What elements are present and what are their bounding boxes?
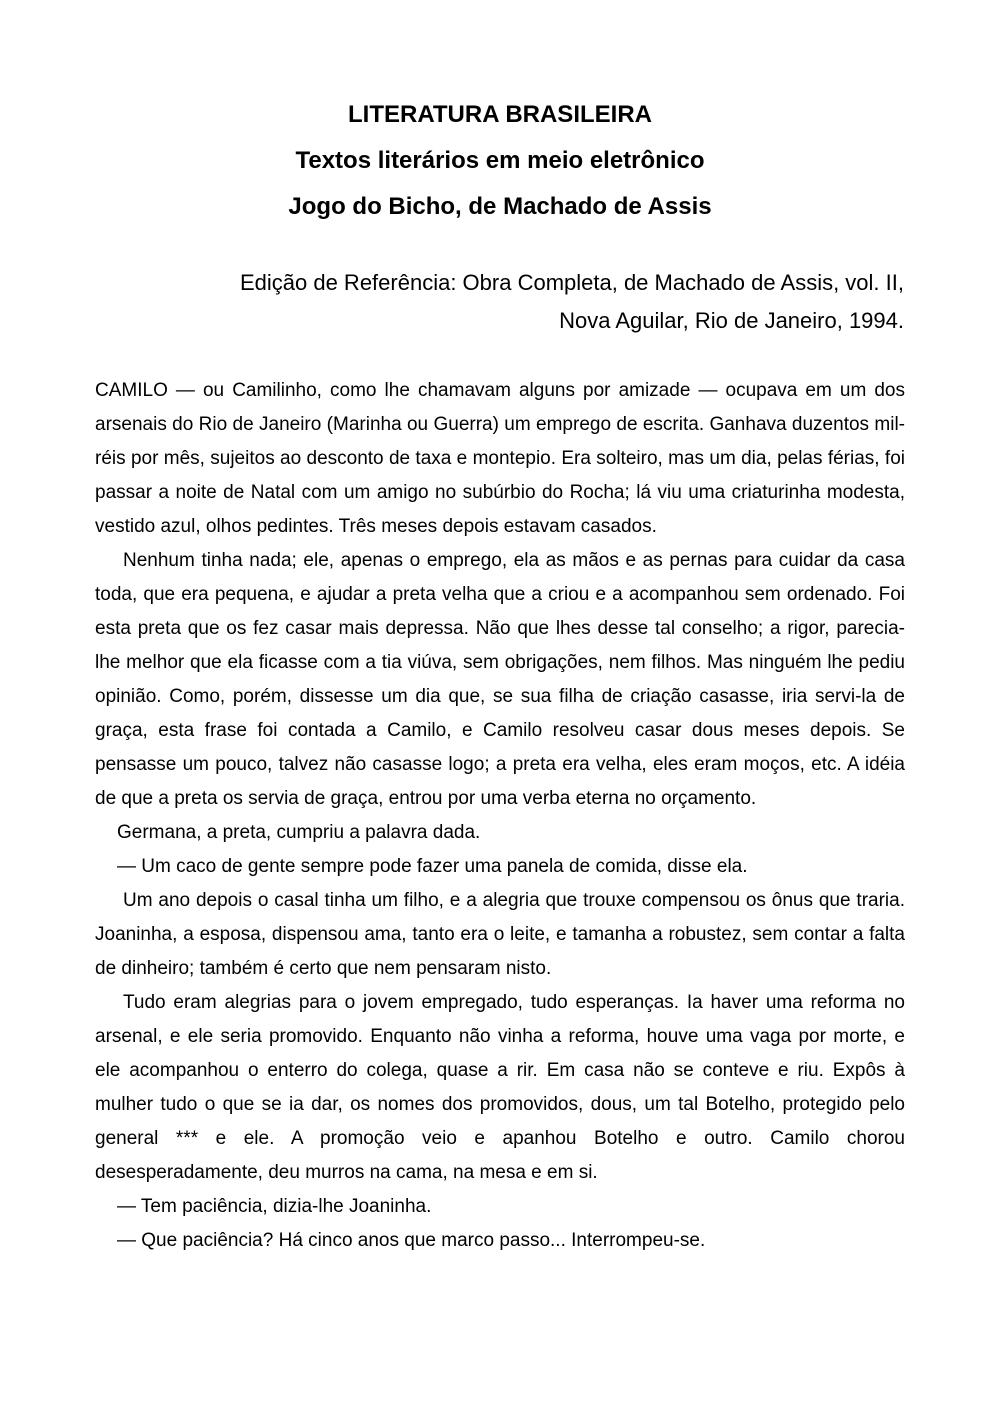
paragraph: Tudo eram alegrias para o jovem empregado, tudo esperanças. Ia haver uma reforma no arsenal, e ele seria promovido. Enquanto não vinha a reforma, houve uma vaga por morte, e ele acompanhou o enterro do colega, quase a rir. Em casa não se conteve e riu. Expôs à mulher tudo o que se ia dar, os nomes dos promovidos, dous, um tal Botelho, protegido pelo general *** e ele. A promoção veio e apanhou Botelho e outro. Camilo chorou desesperadamente, deu murros na cama, na mesa e em si.	[95, 992, 905, 1183]
paragraph: Nenhum tinha nada; ele, apenas o emprego, ela as mãos e as pernas para cuidar da casa toda, que era pequena, e ajudar a preta velha que a criou e a acompanhou sem ordenado. Foi esta preta que os fez casar mais depressa. Não que lhes desse tal conselho; a rigor, parecia-lhe melhor que ela ficasse com a tia viúva, sem obrigações, nem filhos. Mas ninguém lhe pediu opinião. Como, porém, dissesse um dia que, se sua filha de criação casasse, iria servi-la de graça, esta frase foi contada a Camilo, e Camilo resolveu casar dous meses depois. Se pensasse um pouco, talvez não casasse logo; a preta era velha, eles eram moços, etc. A idéia de que a preta os servia de graça, entrou por uma verba eterna no orçamento.	[95, 550, 905, 809]
story-body	[95, 374, 905, 1258]
paragraph: CAMILO — ou Camilinho, como lhe chamavam alguns por amizade — ocupava em um dos arsenais do Rio de Janeiro (Marinha ou Guerra) um emprego de escrita. Ganhava duzentos mil-réis por mês, sujeitos ao desconto de taxa e montepio. Era solteiro, mas um dia, pelas férias, foi passar a noite de Natal com um amigo no subúrbio do Rocha; lá viu uma criaturinha modesta, vestido azul, olhos pedintes. Três meses depois estavam casados.	[95, 380, 905, 537]
work-title: Jogo do Bicho, de Machado de Assis	[288, 193, 712, 220]
dialogue-line: — Um caco de gente sempre pode fazer uma panela de comida, disse ela.	[117, 856, 748, 877]
reference-edition	[144, 264, 904, 340]
title-block	[0, 92, 1000, 230]
dialogue-line: — Que paciência? Há cinco anos que marco passo... Interrompeu-se.	[117, 1230, 706, 1251]
paragraph: Germana, a preta, cumpriu a palavra dada.	[117, 822, 481, 843]
collection-subtitle: Textos literários em meio eletrônico	[295, 147, 705, 174]
reference-edition-line-2: Nova Aguilar, Rio de Janeiro, 1994.	[559, 308, 904, 333]
reference-edition-line-1: Edição de Referência: Obra Completa, de Machado de Assis, vol. II,	[239, 270, 904, 295]
collection-title: LITERATURA BRASILEIRA	[348, 101, 652, 128]
paragraph: Um ano depois o casal tinha um filho, e a alegria que trouxe compensou os ônus que traria. Joaninha, a esposa, dispensou ama, tanto era o leite, e tamanha a robustez, sem contar a falta de dinheiro; também é certo que nem pensaram nisto.	[95, 890, 905, 979]
dialogue-line: — Tem paciência, dizia-lhe Joaninha.	[117, 1196, 432, 1217]
